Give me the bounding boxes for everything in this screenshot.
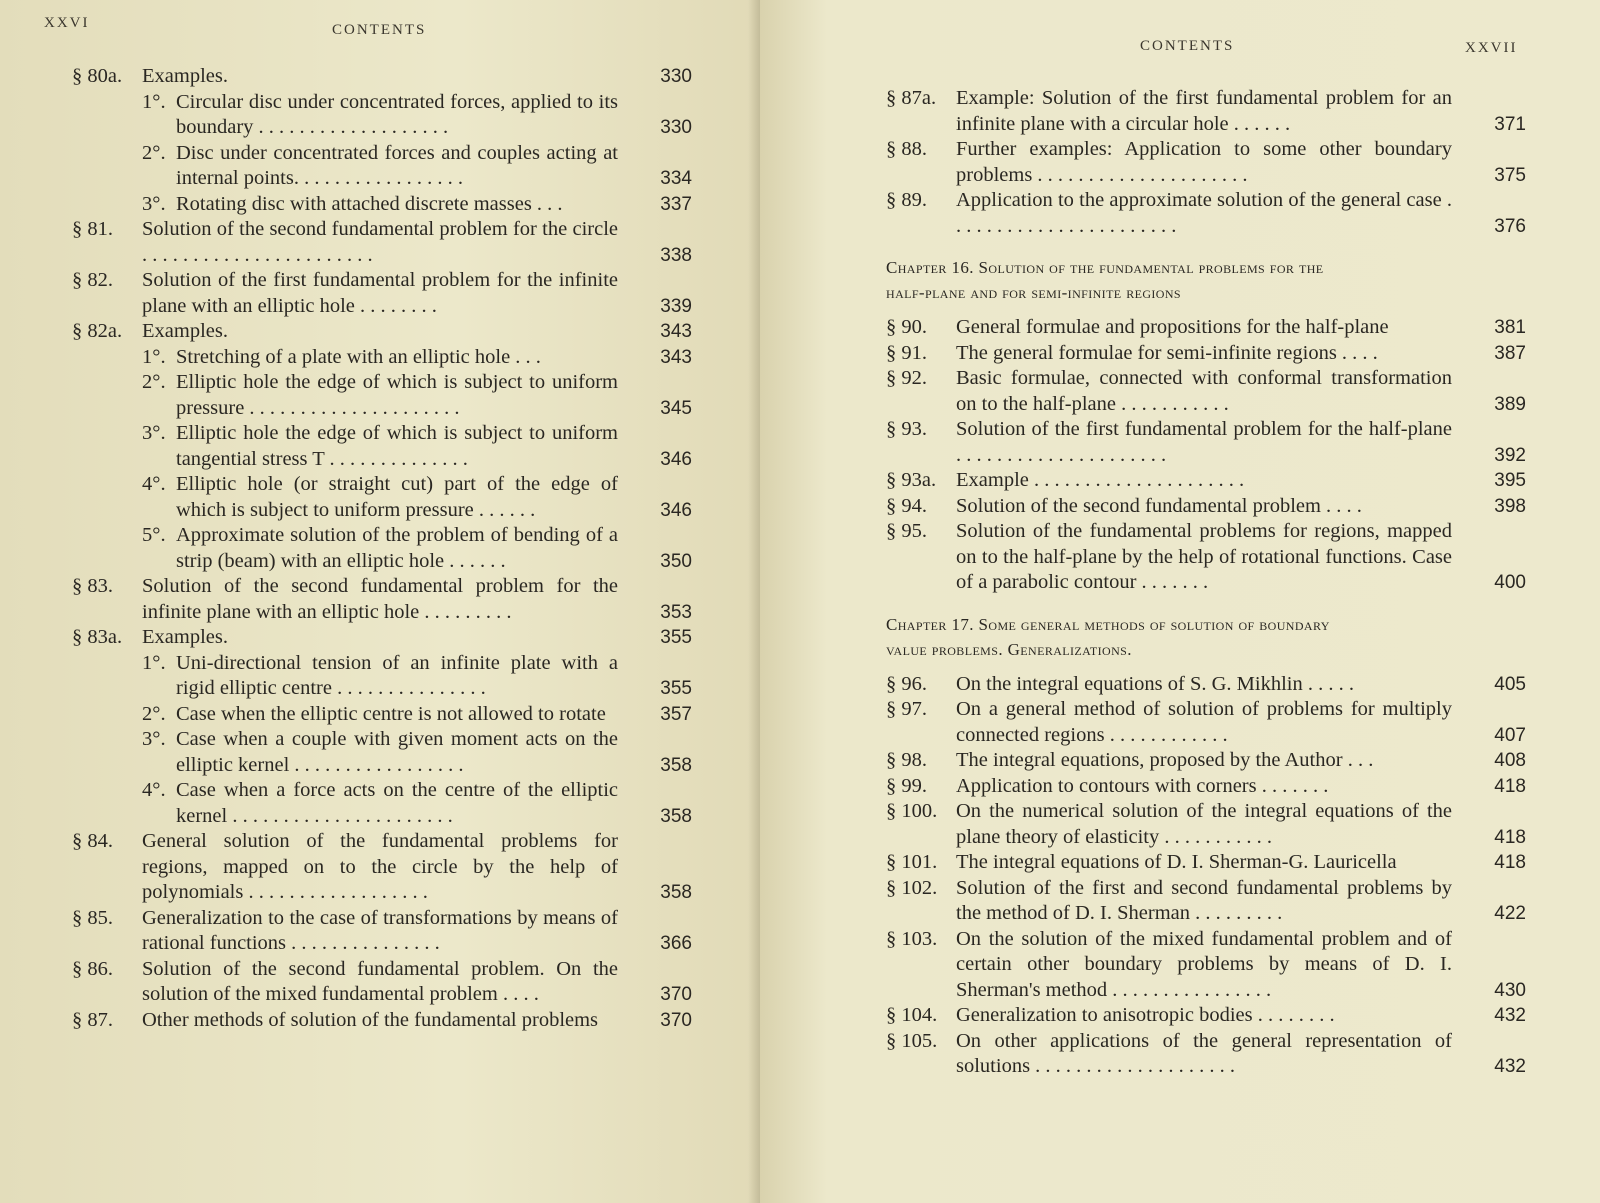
toc-entry-page: 330 (660, 117, 692, 138)
toc-group-ch16 (886, 315, 1526, 596)
toc-entry-number: § 92. (886, 367, 927, 389)
toc-entry-page: 422 (1494, 903, 1526, 924)
toc-entry-page: 350 (660, 550, 692, 572)
toc-entry-page: 355 (660, 678, 692, 699)
right-running-head: CONTENTS (1140, 38, 1235, 54)
toc-entry (72, 192, 692, 218)
toc-entry-title: Examples. (142, 320, 228, 342)
toc-entry (72, 651, 692, 702)
toc-entry-number: § 87. (72, 1008, 113, 1031)
toc-entry-title: Application to the approximate solution of the general case . . . . . . . . . . . . . . . . . . . . . . . (956, 189, 1452, 237)
toc-entry-page: 408 (1494, 750, 1526, 771)
toc-entry-title: Solution of the first fundamental problem for the half-plane . . . . . . . . . . . . . . . . . . . . . (956, 418, 1452, 466)
toc-entry (72, 217, 692, 268)
toc-entry-title: Generalization to anisotropic bodies . . . . . . . . (956, 1004, 1335, 1026)
toc-entry-page: 430 (1494, 979, 1526, 1001)
toc-entry-title: Elliptic hole the edge of which is subject to uniform tangential stress T . . . . . . . . . . . . . . (176, 422, 618, 470)
toc-entry (72, 90, 692, 141)
left-folio: XXVI (44, 15, 90, 31)
right-page (760, 0, 1600, 1203)
toc-entry-title: Solution of the first fundamental problem for the infinite plane with an elliptic hole . . . . . . . . (142, 269, 618, 317)
chapter-16-line1: Chapter 16. Solution of the fundamental problems for the (886, 258, 1324, 277)
toc-entry-number: § 90. (886, 316, 927, 338)
toc-entry-number: § 87a. (886, 87, 937, 109)
toc-entry (72, 625, 692, 651)
toc-entry-page: 330 (660, 66, 692, 87)
toc-entry-page: 345 (660, 397, 692, 419)
toc-entry-number: 2°. (142, 371, 166, 393)
toc-entry (72, 829, 692, 906)
toc-entry-title: The general formulae for semi-infinite regions . . . . (956, 341, 1378, 364)
toc-entry-title: Examples. (142, 626, 228, 648)
toc-entry (72, 957, 692, 1008)
toc-entry-page: 358 (660, 882, 692, 903)
chapter-17-line2: value problems. Generalizations. (886, 639, 1132, 659)
toc-entry-page: 353 (660, 601, 692, 623)
toc-entry-page: 395 (1494, 470, 1526, 491)
toc-entry-page: 358 (660, 754, 692, 776)
toc-entry-number: § 95. (886, 520, 927, 542)
toc-entry-number: § 91. (886, 341, 927, 364)
toc-entry (886, 137, 1526, 188)
toc-entry-number: § 98. (886, 749, 927, 771)
toc-entry-number: § 82. (72, 269, 113, 291)
toc-entry-title: Generalization to the case of transformations by means of rational functions . . . . . . . . . . . . . . . (142, 906, 618, 954)
toc-entry-title: Elliptic hole the edge of which is subject to uniform pressure . . . . . . . . . . . . . . . . . . . . . (176, 371, 618, 419)
toc-entry-title: Disc under concentrated forces and couples acting at internal points. . . . . . . . . . . . . . . . . (176, 141, 618, 189)
toc-entry (72, 268, 692, 319)
toc-entry-number: § 93. (886, 418, 927, 440)
toc-entry (72, 727, 692, 778)
toc-entry-title: Case when a couple with given moment acts on the elliptic kernel . . . . . . . . . . . . . . . . . (176, 728, 618, 776)
toc-entry-title: Example: Solution of the first fundamental problem for an infinite plane with a circular hole . . . . . . (956, 87, 1452, 135)
toc-entry-number: § 84. (72, 830, 113, 852)
toc-group-ch17 (886, 672, 1526, 1080)
toc-entry-number: 4°. (142, 473, 166, 495)
toc-entry-page: 370 (660, 984, 692, 1005)
toc-entry (886, 850, 1526, 876)
toc-entry-number: 1°. (142, 345, 166, 368)
toc-entry-page: 343 (660, 321, 692, 342)
toc-entry (72, 141, 692, 192)
toc-entry-number: § 96. (886, 672, 927, 695)
toc-entry (886, 774, 1526, 800)
toc-entry (886, 672, 1526, 698)
toc-entry-number: § 82a. (72, 320, 123, 342)
toc-entry-title: General solution of the fundamental problems for regions, mapped on to the circle by the help of polynomials . . . . . . . . . . . . . . . . . . (142, 830, 618, 903)
toc-entry-number: 2°. (142, 141, 166, 164)
toc-entry-page: 343 (660, 346, 692, 368)
toc-entry-number: § 88. (886, 138, 927, 160)
toc-entry-title: Elliptic hole (or straight cut) part of the edge of which is subject to uniform pressure . . . . . . (176, 473, 618, 521)
toc-entry (886, 927, 1526, 1004)
toc-entry-number: § 81. (72, 218, 113, 240)
toc-entry (886, 876, 1526, 927)
toc-entry-page: 398 (1494, 495, 1526, 517)
toc-entry-title: Case when the elliptic centre is not allowed to rotate (176, 702, 606, 725)
toc-entry-title: Rotating disc with attached discrete masses . . . (176, 192, 563, 215)
toc-entry-page: 371 (1494, 113, 1526, 135)
toc-entry-page: 389 (1494, 393, 1526, 415)
toc-entry (72, 421, 692, 472)
toc-entry-title: Circular disc under concentrated forces, applied to its boundary . . . . . . . . . . . . . . . . . . . (176, 90, 618, 138)
toc-entry-page: 432 (1494, 1005, 1526, 1026)
toc-entry-number: § 97. (886, 698, 927, 720)
toc-entry-title: Approximate solution of the problem of bending of a strip (beam) with an elliptic hole . . . . . . (176, 524, 618, 572)
toc-entry-number: 3°. (142, 728, 166, 750)
toc-entry (72, 64, 692, 90)
toc-entry-title: General formulae and propositions for the half-plane (956, 316, 1389, 338)
toc-entry (72, 345, 692, 371)
toc-entry-title: Solution of the second fundamental problem for the circle . . . . . . . . . . . . . . . . . . . . . . . (142, 218, 618, 266)
toc-entry-number: 3°. (142, 192, 166, 215)
toc-entry (72, 702, 692, 728)
toc-entry-number: § 101. (886, 851, 938, 873)
toc-entry-title: Solution of the fundamental problems for regions, mapped on to the half-plane by the help of rotational functions. Case of a parabolic contour . . . . . . . (956, 520, 1452, 593)
toc-entry (72, 523, 692, 574)
toc-entry (886, 799, 1526, 850)
toc-entry-page: 334 (660, 168, 692, 189)
toc-entry-page: 418 (1494, 775, 1526, 797)
toc-entry (72, 472, 692, 523)
left-page (0, 0, 760, 1203)
toc-entry-number: § 102. (886, 876, 938, 899)
toc-entry-page: 338 (660, 244, 692, 266)
toc-entry-page: 405 (1494, 673, 1526, 695)
right-toc (886, 86, 1526, 1080)
toc-entry-title: On a general method of solution of problems for multiply connected regions . . . . . . . . . . . . (956, 698, 1452, 746)
toc-group-ch15 (886, 86, 1526, 239)
toc-entry (886, 188, 1526, 239)
toc-entry-number: § 94. (886, 494, 927, 517)
toc-entry-number: 5°. (142, 524, 166, 546)
toc-entry (72, 370, 692, 421)
toc-entry-title: Solution of the first and second fundamental problems by the method of D. I. Sherman . . . . . . . . . (956, 876, 1452, 924)
toc-entry-page: 357 (660, 703, 692, 725)
toc-entry-page: 407 (1494, 724, 1526, 746)
left-toc (72, 64, 692, 1033)
chapter-17-line1: Chapter 17. Some general methods of solution of boundary (886, 614, 1330, 634)
toc-entry-number: § 85. (72, 906, 113, 929)
toc-entry-page: 387 (1494, 342, 1526, 364)
right-folio: XXVII (1465, 40, 1518, 56)
toc-entry-page: 392 (1494, 444, 1526, 466)
toc-entry-number: § 86. (72, 957, 113, 980)
toc-entry-title: Examples. (142, 65, 228, 87)
toc-entry-number: § 104. (886, 1004, 938, 1026)
toc-entry-number: § 103. (886, 927, 938, 950)
toc-entry-page: 346 (660, 499, 692, 521)
toc-entry (886, 697, 1526, 748)
toc-entry-number: 2°. (142, 702, 166, 725)
toc-entry (72, 778, 692, 829)
chapter-16-line2: half-plane and for semi-infinite regions (886, 283, 1181, 302)
toc-entry-page: 381 (1494, 317, 1526, 338)
toc-entry (886, 366, 1526, 417)
toc-entry-title: Application to contours with corners . . . . . . . (956, 774, 1329, 797)
left-running-head: CONTENTS (332, 22, 427, 38)
toc-entry-title: Other methods of solution of the fundamental problems (142, 1008, 599, 1031)
toc-entry (886, 315, 1526, 341)
toc-entry-page: 418 (1494, 852, 1526, 873)
toc-entry-number: § 100. (886, 800, 938, 822)
toc-entry-title: Stretching of a plate with an elliptic hole . . . (176, 345, 541, 368)
toc-entry (72, 319, 692, 345)
toc-entry-number: 3°. (142, 422, 166, 444)
toc-entry-number: § 83. (72, 575, 113, 597)
toc-entry (886, 519, 1526, 596)
toc-entry-page: 337 (660, 193, 692, 215)
toc-entry-title: On the integral equations of S. G. Mikhlin . . . . . (956, 672, 1354, 695)
toc-entry-title: The integral equations of D. I. Sherman-G. Lauricella (956, 851, 1397, 873)
toc-entry-page: 376 (1494, 215, 1526, 237)
toc-entry (72, 906, 692, 957)
toc-entry-title: Example . . . . . . . . . . . . . . . . . . . . . (956, 469, 1245, 491)
toc-entry-number: § 83a. (72, 626, 123, 648)
toc-entry-title: The integral equations, proposed by the Author . . . (956, 749, 1374, 771)
toc-entry-title: Solution of the second fundamental problem. On the solution of the mixed fundamental problem . . . . (142, 957, 618, 1005)
toc-entry-title: Further examples: Application to some other boundary problems . . . . . . . . . . . . . . . . . . . . . (956, 138, 1452, 186)
toc-entry (886, 86, 1526, 137)
toc-entry (886, 494, 1526, 520)
toc-entry-page: 366 (660, 933, 692, 954)
chapter-16-heading (886, 255, 1452, 305)
toc-entry-number: 1°. (142, 90, 166, 113)
toc-entry-number: § 99. (886, 774, 927, 797)
toc-entry-title: Uni-directional tension of an infinite plate with a rigid elliptic centre . . . . . . . . . . . . . . . (176, 651, 618, 699)
toc-entry-page: 358 (660, 805, 692, 827)
toc-entry (886, 468, 1526, 494)
toc-entry-number: § 89. (886, 189, 927, 211)
toc-entry-page: 432 (1494, 1056, 1526, 1077)
toc-entry-page: 400 (1494, 572, 1526, 593)
toc-entry-number: § 80a. (72, 65, 123, 87)
toc-entry-number: 1°. (142, 651, 166, 674)
toc-entry-page: 375 (1494, 164, 1526, 186)
toc-entry-title: Solution of the second fundamental problem . . . . (956, 494, 1362, 517)
toc-entry-title: On other applications of the general representation of solutions . . . . . . . . . . . . . . . . . . . . (956, 1029, 1452, 1077)
toc-entry (886, 1003, 1526, 1029)
toc-entry-number: § 105. (886, 1029, 938, 1052)
toc-entry-number: 4°. (142, 779, 166, 801)
toc-entry (72, 574, 692, 625)
toc-entry-title: Case when a force acts on the centre of the elliptic kernel . . . . . . . . . . . . . . . . . . . . . . (176, 779, 618, 827)
toc-entry-page: 346 (660, 448, 692, 470)
toc-entry-page: 370 (660, 1009, 692, 1031)
toc-entry (886, 748, 1526, 774)
toc-entry-number: § 93a. (886, 469, 937, 491)
toc-entry-title: On the numerical solution of the integral equations of the plane theory of elasticity . . . . . . . . . . . (956, 800, 1452, 848)
toc-entry-title: Basic formulae, connected with conformal transformation on to the half-plane . . . . . . . . . . . (956, 367, 1452, 415)
toc-entry (886, 417, 1526, 468)
toc-entry (886, 341, 1526, 367)
toc-entry-page: 418 (1494, 826, 1526, 848)
toc-entry-page: 339 (660, 295, 692, 317)
toc-entry (886, 1029, 1526, 1080)
toc-entry-page: 355 (660, 627, 692, 648)
chapter-17-heading (886, 612, 1452, 662)
toc-entry (72, 1008, 692, 1034)
toc-entry-title: On the solution of the mixed fundamental problem and of certain other boundary problems by means of D. I. Sherman's method . . . . . . . . . . . . . . . . (956, 927, 1452, 1001)
toc-entry-title: Solution of the second fundamental problem for the infinite plane with an elliptic hole . . . . . . . . . (142, 575, 618, 623)
